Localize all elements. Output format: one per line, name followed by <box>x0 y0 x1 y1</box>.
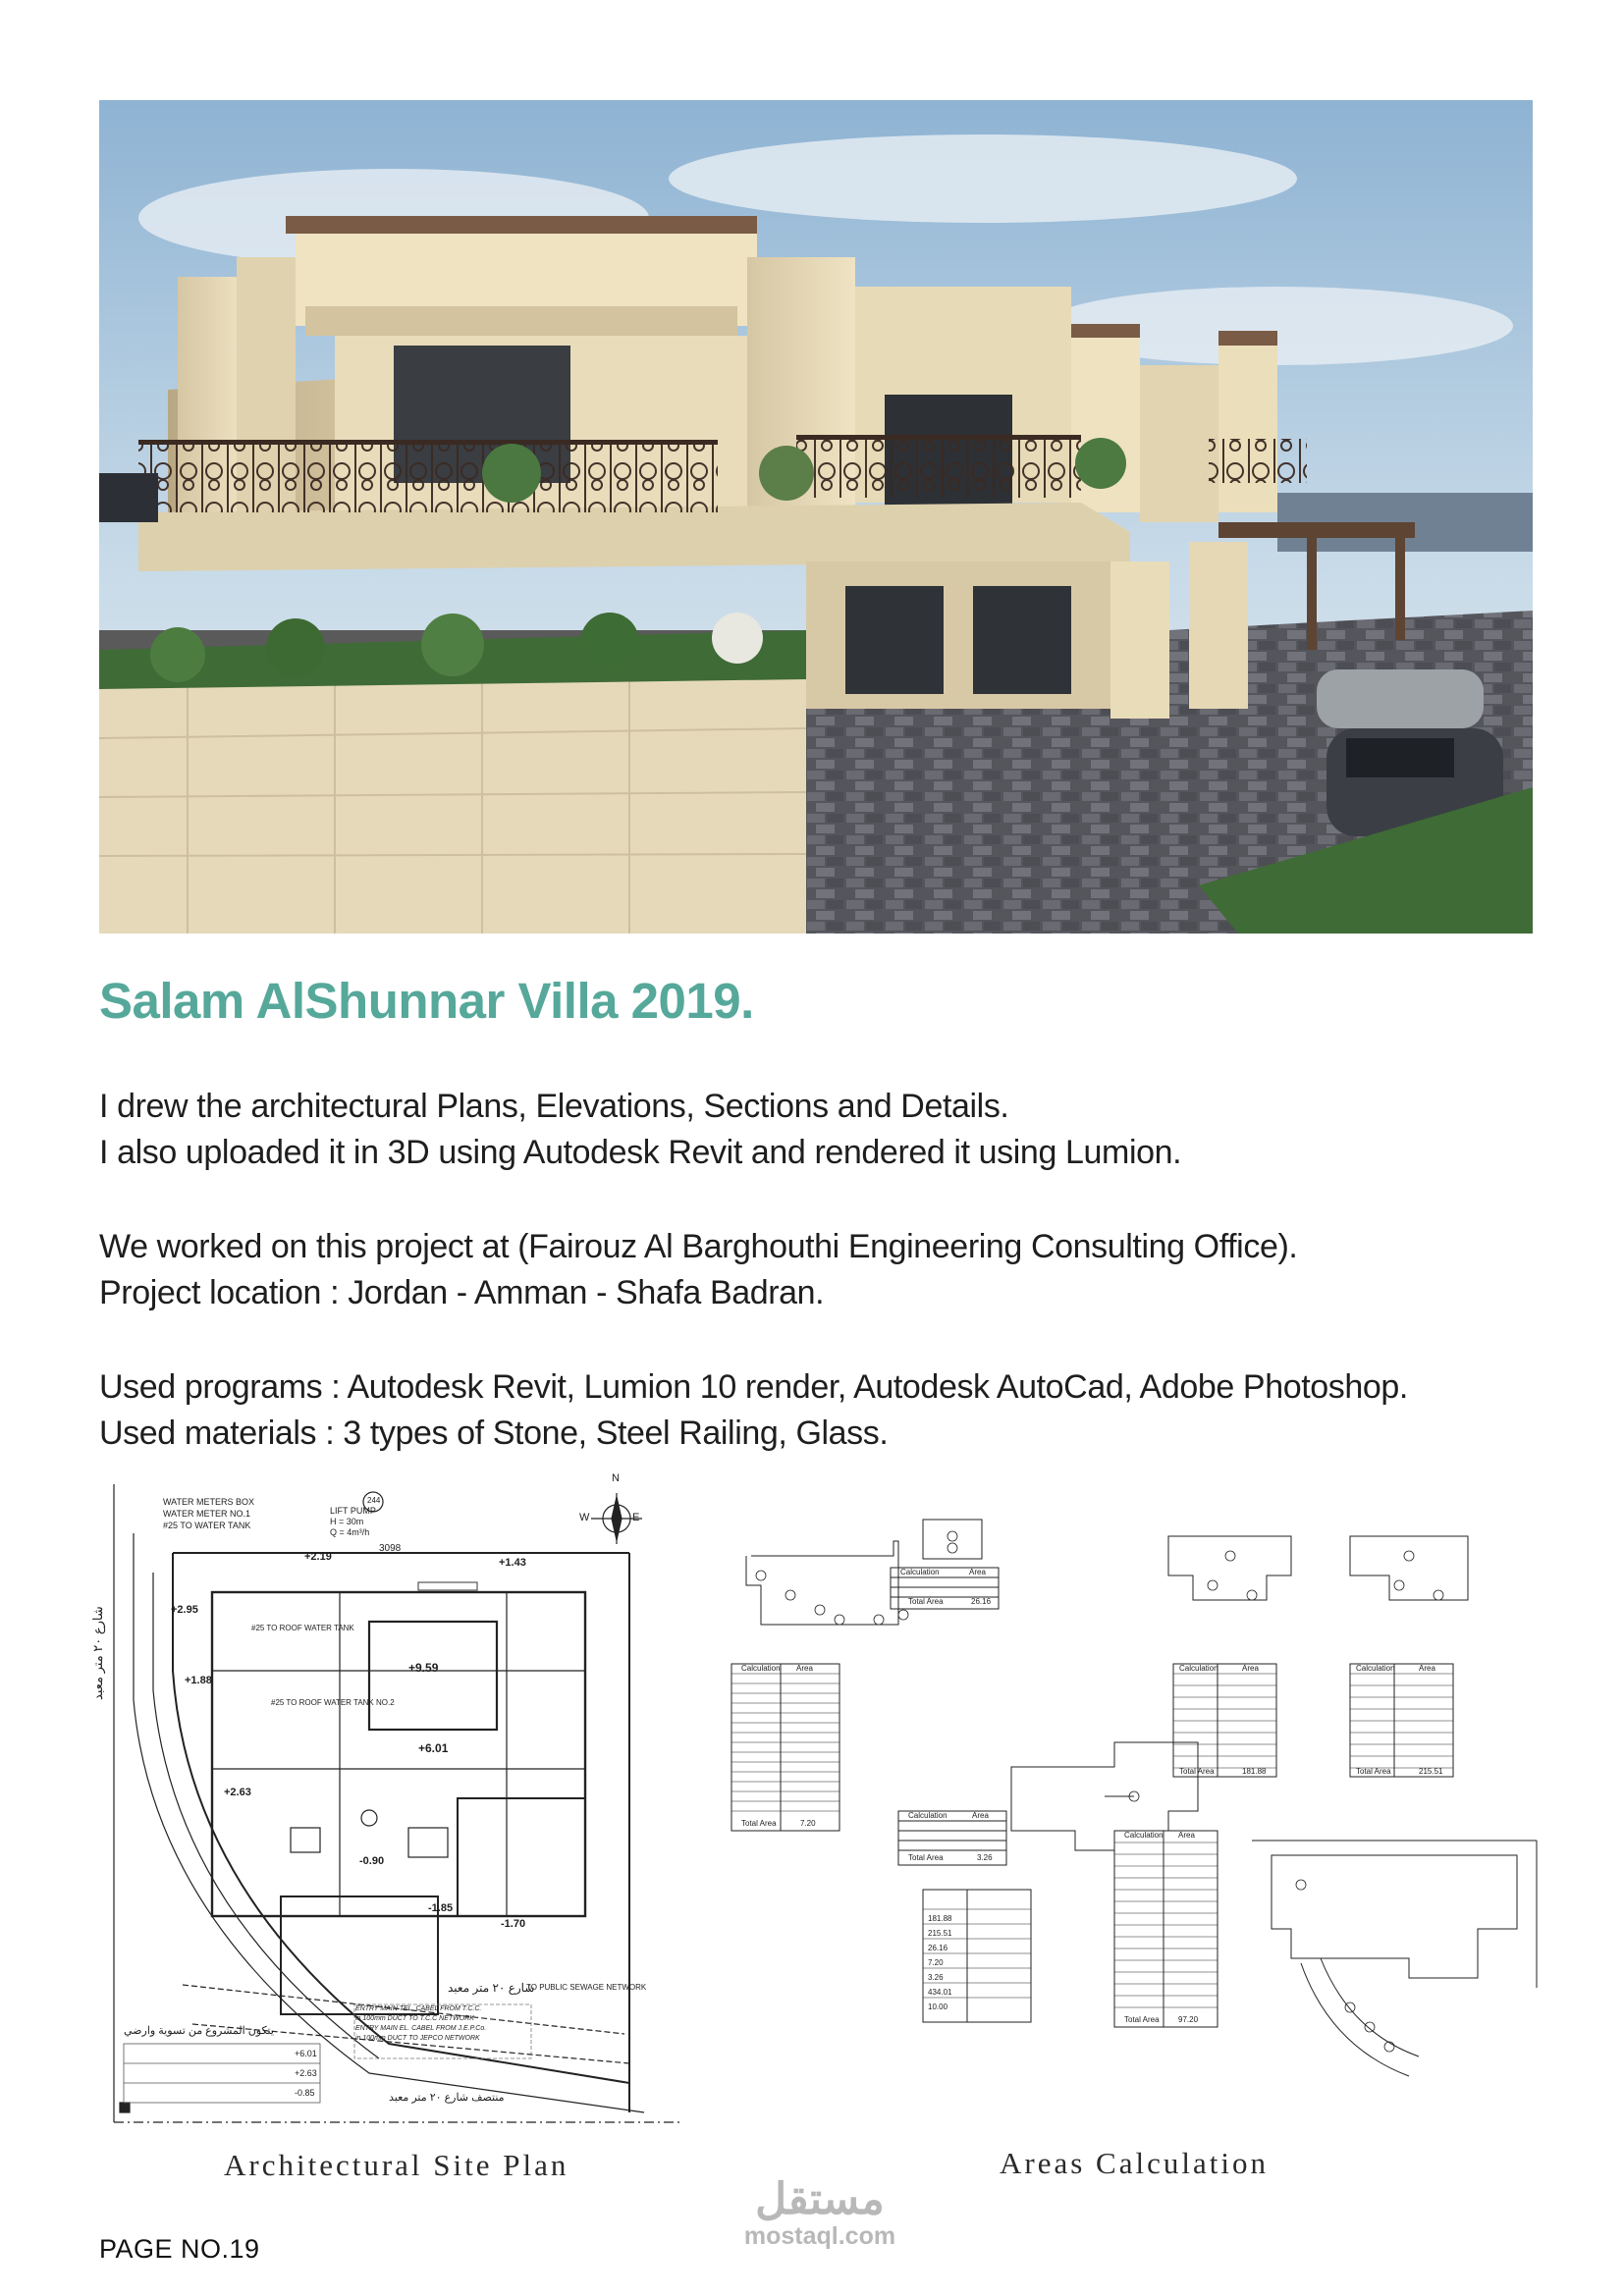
level-label: -0.90 <box>359 1855 385 1867</box>
table-total-label: Total Area <box>908 1853 944 1862</box>
table-header-calc: Calculation <box>1124 1831 1164 1840</box>
summary-value: 10.00 <box>928 2002 948 2011</box>
site-plan-drawing <box>90 1472 693 2142</box>
table-header-area: Area <box>1178 1831 1195 1840</box>
table-total-label: Total Area <box>1179 1767 1215 1776</box>
summary-value: 3.26 <box>928 1973 944 1982</box>
level-label: +2.95 <box>171 1604 198 1616</box>
legend-level: -0.85 <box>295 2088 315 2098</box>
level-label: +1.88 <box>185 1675 212 1686</box>
table-header-calc: Calculation <box>1179 1664 1218 1673</box>
table-total-label: Total Area <box>1124 2015 1160 2024</box>
west-label: W <box>579 1512 590 1523</box>
table-total-value: 7.20 <box>800 1819 816 1828</box>
mostaql-watermark <box>717 2177 923 2256</box>
water-meters-box-label: WATER METERS BOX <box>163 1497 255 1507</box>
water-meter-label: WATER METER NO.1 <box>163 1509 251 1519</box>
summary-value: 181.88 <box>928 1914 952 1923</box>
water-tank-label: #25 TO WATER TANK <box>163 1521 251 1530</box>
table-header-calc: Calculation <box>741 1664 781 1673</box>
cable-entry-notes <box>355 2004 486 2044</box>
tel-duct-label: in 100mm DUCT TO T.C.C NETWORK <box>355 2015 474 2022</box>
table-total-label: Total Area <box>741 1819 777 1828</box>
table-header-area: Area <box>1242 1664 1259 1673</box>
table-header-area: Area <box>796 1664 813 1673</box>
office-line: We worked on this project at (Fairouz Al Barghouthi Engineering Consulting Office). <box>99 1228 1298 1265</box>
location-line: Project location : Jordan - Amman - Shafa Badran. <box>99 1274 825 1311</box>
table-header-calc: Calculation <box>908 1811 947 1820</box>
lift-pump-label: LIFT PUMP <box>330 1506 376 1516</box>
office-paragraph <box>99 1224 1297 1316</box>
table-header-area: Area <box>972 1811 989 1820</box>
table-total-value: 3.26 <box>977 1853 993 1862</box>
pump-flow-label: Q = 4m³/h <box>330 1527 370 1537</box>
lift-pump-notes <box>330 1506 376 1538</box>
level-label: +9.59 <box>408 1661 439 1675</box>
street-center-label: منتصف شارع ٢٠ متر معبد <box>389 2092 505 2104</box>
street-side-label: شارع ٢٠ متر معبد <box>90 1606 105 1700</box>
el-duct-label: in 100mm DUCT TO JEPCO NETWORK <box>355 2035 480 2042</box>
tel-cable-label: ENTRY MAIN TEL. CABEL FROM T.C.C. <box>355 2005 482 2012</box>
level-label: +1.43 <box>499 1557 526 1569</box>
areas-calculation-drawing <box>722 1517 1596 2096</box>
north-label: N <box>612 1472 620 1484</box>
el-cable-label: ENTRY MAIN EL. CABEL FROM J.E.P.Co. <box>355 2025 487 2032</box>
table-total-value: 181.88 <box>1242 1767 1267 1776</box>
tools-paragraph <box>99 1364 1408 1457</box>
level-label: +2.19 <box>304 1551 332 1563</box>
street-label: شارع ٢٠ متر معبد <box>448 1981 535 1995</box>
description-paragraph <box>99 1084 1181 1176</box>
programs-line: Used programs : Autodesk Revit, Lumion 10 render, Autodesk AutoCad, Adobe Photoshop. <box>99 1368 1408 1406</box>
summary-value: 215.51 <box>928 1929 952 1938</box>
table-total-label: Total Area <box>1356 1767 1391 1776</box>
project-title: Salam AlShunnar Villa 2019. <box>99 973 754 1029</box>
table-total-value: 97.20 <box>1178 2015 1199 2024</box>
description-line: I also uploaded it in 3D using Autodesk Revit and rendered it using Lumion. <box>99 1134 1182 1171</box>
legend-title: يتكون المشروع من تسوية وارضي <box>124 2025 274 2037</box>
legend-level: +6.01 <box>295 2049 317 2058</box>
roof-tank-2-label: #25 TO ROOF WATER TANK NO.2 <box>271 1698 395 1707</box>
level-label: -1.70 <box>501 1918 526 1930</box>
summary-value: 434.01 <box>928 1988 952 1997</box>
table-header-calc: Calculation <box>900 1568 940 1576</box>
dimension-label: 3098 <box>379 1543 402 1554</box>
summary-value: 26.16 <box>928 1944 948 1952</box>
summary-values <box>928 1911 951 2014</box>
pump-head-label: H = 30m <box>330 1517 364 1526</box>
water-meter-notes <box>163 1496 254 1531</box>
sewage-label: TO PUBLIC SEWAGE NETWORK <box>526 1983 647 1992</box>
table-header-calc: Calculation <box>1356 1664 1395 1673</box>
table-total-value: 26.16 <box>971 1597 992 1606</box>
level-label: +2.63 <box>224 1787 251 1798</box>
east-label: E <box>632 1512 640 1523</box>
table-header-area: Area <box>969 1568 986 1576</box>
table-total-value: 215.51 <box>1419 1767 1443 1776</box>
summary-value: 7.20 <box>928 1958 944 1967</box>
description-line: I drew the architectural Plans, Elevations, Sections and Details. <box>99 1088 1009 1125</box>
materials-line: Used materials : 3 types of Stone, Steel Railing, Glass. <box>99 1415 889 1452</box>
site-plan-caption: Architectural Site Plan <box>224 2148 569 2182</box>
table-total-label: Total Area <box>908 1597 944 1606</box>
villa-render-image <box>99 100 1533 934</box>
watermark-latin: mostaql.com <box>743 2222 896 2250</box>
areas-caption: Areas Calculation <box>1000 2146 1269 2180</box>
level-label: -1.85 <box>428 1902 454 1914</box>
table-header-area: Area <box>1419 1664 1435 1673</box>
watermark-arabic: مستقل <box>755 2175 885 2223</box>
legend-level: +2.63 <box>295 2068 317 2078</box>
page-number: PAGE NO.19 <box>99 2234 260 2264</box>
level-label: +6.01 <box>418 1741 449 1755</box>
roof-tank-label: #25 TO ROOF WATER TANK <box>251 1624 354 1632</box>
plot-number: 244 <box>367 1496 381 1505</box>
